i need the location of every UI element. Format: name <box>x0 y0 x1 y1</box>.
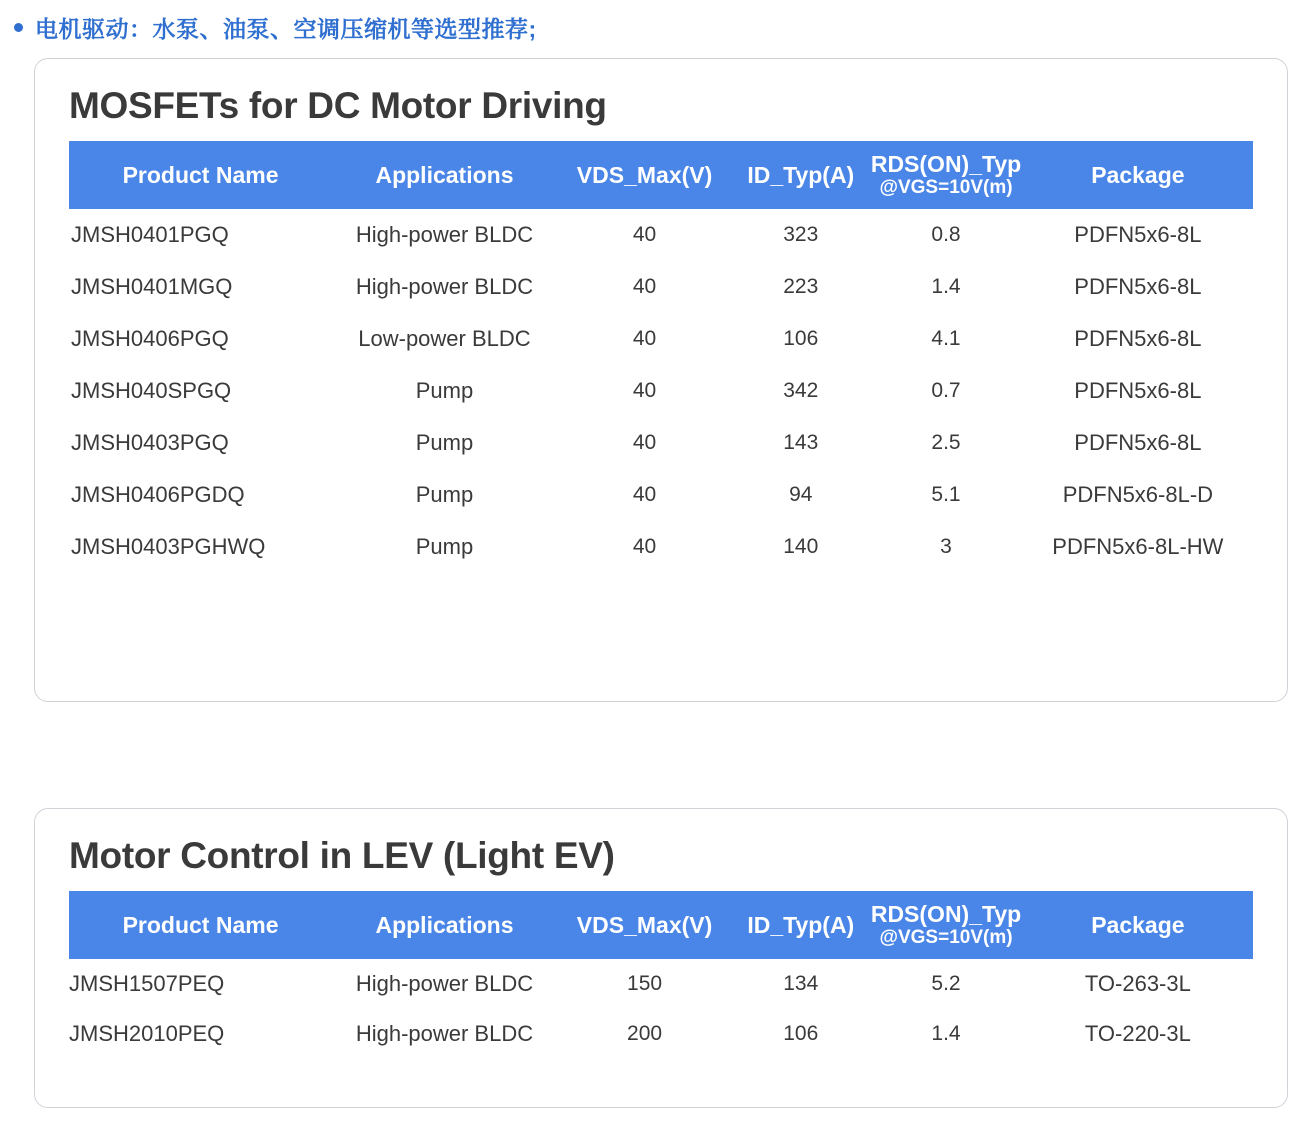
column-header-applications: Applications <box>332 891 557 959</box>
table-header <box>69 141 1253 209</box>
cell-application: High-power BLDC <box>355 1021 534 1047</box>
cell-vds-max: 40 <box>632 483 657 507</box>
mosfet-table-dc-motor-driving <box>69 141 1253 573</box>
table-row <box>69 365 1253 417</box>
table-row <box>69 1009 1253 1059</box>
column-header-rds-on-typ <box>869 891 1022 959</box>
table-row <box>69 959 1253 1009</box>
cell-rds-on: 2.5 <box>931 431 961 455</box>
section-heading-text: 电机驱动：水泵、油泵、空调压缩机等选型推荐; <box>35 15 537 42</box>
cell-product-name: JMSH0406PGQ <box>71 326 229 352</box>
column-header-product-name: Product Name <box>69 891 332 959</box>
mosfet-table-lev-motor-control <box>69 891 1253 1059</box>
cell-id-typ: 140 <box>783 535 819 559</box>
cell-vds-max: 40 <box>632 275 657 299</box>
cell-rds-on: 3 <box>940 535 952 559</box>
cell-rds-on: 4.1 <box>931 327 961 351</box>
table-card-dc-motor-driving <box>34 58 1288 702</box>
cell-id-typ: 134 <box>783 972 819 996</box>
cell-package: PDFN5x6-8L-D <box>1062 482 1214 508</box>
table-row <box>69 313 1253 365</box>
cell-product-name: JMSH0403PGHWQ <box>71 534 266 560</box>
cell-id-typ: 106 <box>783 327 819 351</box>
cell-product-name: JMSH0403PGQ <box>71 430 229 456</box>
column-header-package: Package <box>1023 891 1253 959</box>
cell-vds-max: 200 <box>627 1022 663 1046</box>
cell-vds-max: 150 <box>627 972 663 996</box>
column-header-applications: Applications <box>332 141 557 209</box>
table-title: MOSFETs for DC Motor Driving <box>69 85 607 126</box>
cell-id-typ: 323 <box>783 223 819 247</box>
cell-product-name: JMSH2010PEQ <box>69 1021 225 1047</box>
table-card-lev-motor-control <box>34 808 1288 1108</box>
table-row <box>69 209 1253 261</box>
cell-id-typ: 342 <box>783 379 819 403</box>
column-header-vds-max: VDS_Max(V) <box>557 141 732 209</box>
cell-application: High-power BLDC <box>355 222 534 248</box>
column-header-id-typ: ID_Typ(A) <box>732 141 869 209</box>
cell-product-name: JMSH0401PGQ <box>71 222 229 248</box>
cell-application: Pump <box>415 430 474 456</box>
section-heading <box>0 0 1300 40</box>
table-row <box>69 417 1253 469</box>
column-header-product-name: Product Name <box>69 141 332 209</box>
table-header <box>69 891 1253 959</box>
cell-vds-max: 40 <box>632 327 657 351</box>
column-header-rds-on-typ-main: RDS(ON)_Typ <box>870 151 1022 177</box>
table-row <box>69 469 1253 521</box>
cell-rds-on: 1.4 <box>931 1022 961 1046</box>
cell-application: Pump <box>415 482 474 508</box>
cell-application: High-power BLDC <box>355 971 534 997</box>
cell-id-typ: 94 <box>789 483 813 507</box>
cell-id-typ: 106 <box>783 1022 819 1046</box>
table-header-row <box>69 141 1253 209</box>
column-header-rds-on-typ-sub: @VGS=10V(m) <box>879 177 1013 199</box>
cell-rds-on: 1.4 <box>931 275 961 299</box>
column-header-vds-max: VDS_Max(V) <box>557 891 732 959</box>
cell-application: Pump <box>415 534 474 560</box>
cell-rds-on: 0.7 <box>931 379 961 403</box>
cell-package: PDFN5x6-8L <box>1074 378 1202 404</box>
table-header-row <box>69 891 1253 959</box>
cell-rds-on: 5.2 <box>931 972 961 996</box>
column-header-package: Package <box>1023 141 1253 209</box>
cell-vds-max: 40 <box>632 431 657 455</box>
column-header-id-typ: ID_Typ(A) <box>732 891 869 959</box>
bullet-dot-icon <box>14 23 23 32</box>
cell-application: Pump <box>415 378 474 404</box>
cell-vds-max: 40 <box>632 379 657 403</box>
table-row <box>69 521 1253 573</box>
column-header-rds-on-typ-sub: @VGS=10V(m) <box>879 927 1013 949</box>
cell-package: PDFN5x6-8L <box>1074 326 1202 352</box>
column-header-rds-on-typ <box>869 141 1022 209</box>
cell-product-name: JMSH0401MGQ <box>71 274 233 300</box>
cell-vds-max: 40 <box>632 223 657 247</box>
cell-product-name: JMSH1507PEQ <box>69 971 225 997</box>
table-body <box>69 959 1253 1059</box>
cell-rds-on: 0.8 <box>931 223 961 247</box>
table-title: Motor Control in LEV (Light EV) <box>69 835 615 876</box>
cell-package: PDFN5x6-8L <box>1074 430 1202 456</box>
cell-id-typ: 143 <box>783 431 819 455</box>
cell-application: High-power BLDC <box>355 274 534 300</box>
cell-product-name: JMSH040SPGQ <box>71 378 232 404</box>
cell-package: TO-220-3L <box>1084 1021 1191 1047</box>
cell-package: PDFN5x6-8L <box>1074 222 1202 248</box>
cell-package: PDFN5x6-8L <box>1074 274 1202 300</box>
cell-application: Low-power BLDC <box>358 326 531 352</box>
cell-id-typ: 223 <box>783 275 819 299</box>
cell-package: TO-263-3L <box>1084 971 1191 997</box>
cell-vds-max: 40 <box>632 535 657 559</box>
column-header-rds-on-typ-main: RDS(ON)_Typ <box>870 901 1022 927</box>
cell-product-name: JMSH0406PGDQ <box>71 482 245 508</box>
table-body <box>69 209 1253 573</box>
cell-package: PDFN5x6-8L-HW <box>1052 534 1224 560</box>
cell-rds-on: 5.1 <box>931 483 961 507</box>
table-row <box>69 261 1253 313</box>
